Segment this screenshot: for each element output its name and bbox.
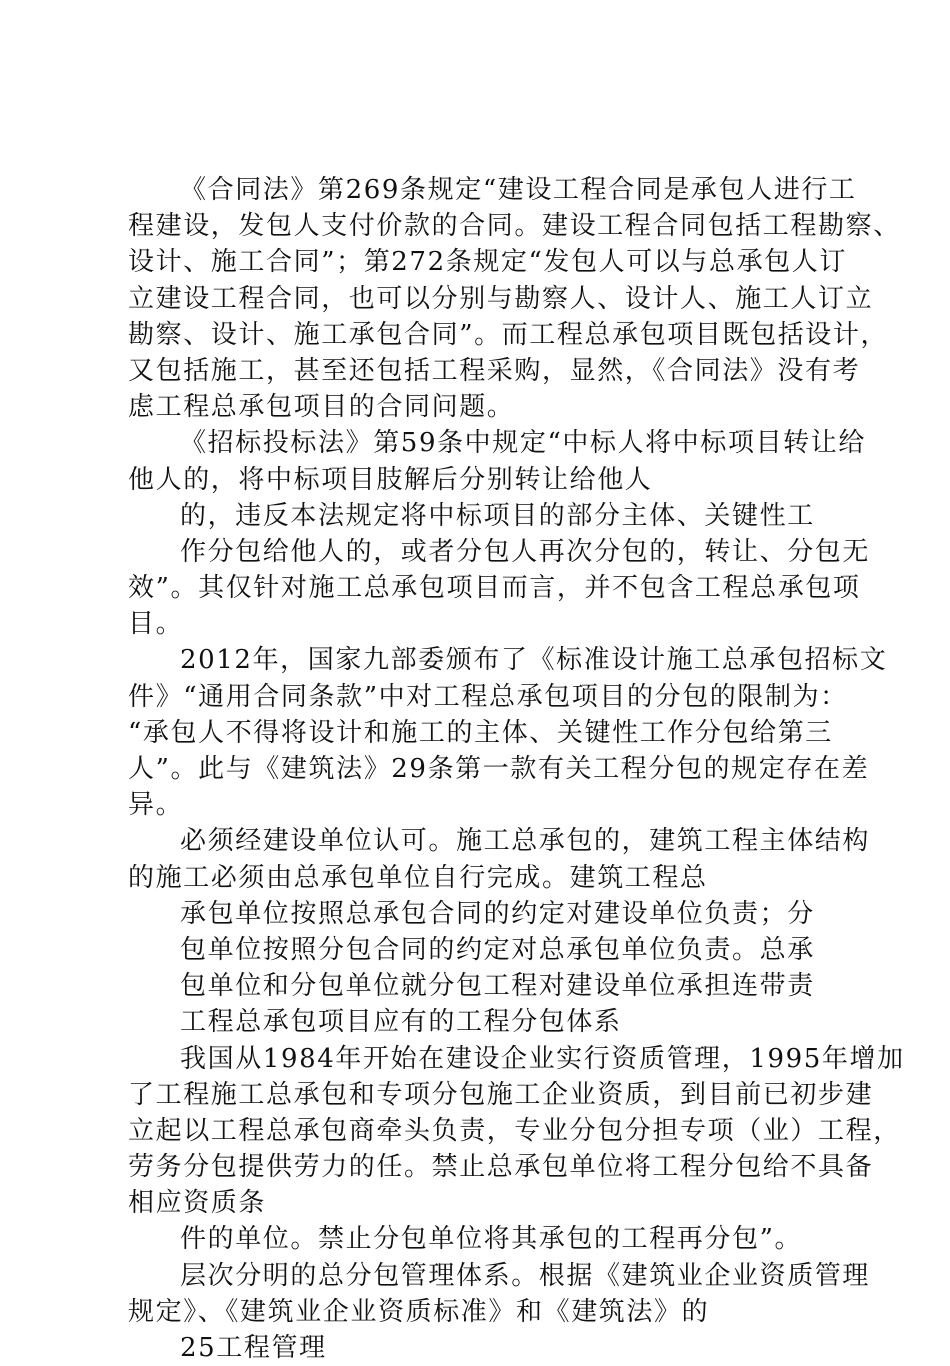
text-line: 25工程管理 — [180, 1333, 327, 1363]
text-line: 立建设工程合同，也可以分别与勘察人、设计人、施工人订立 — [128, 283, 874, 314]
text-line: 的，违反本法规定将中标项目的部分主体、关键性工 — [180, 500, 815, 531]
text-line: 作分包给他人的，或者分包人再次分包的，转让、分包无 — [180, 536, 871, 567]
text-line: 目。 — [128, 609, 184, 640]
text-line: “承包人不得将设计和施工的主体、关键性工作分包给第三 — [128, 717, 833, 748]
text-line: 虑工程总承包项目的合同问题。 — [128, 392, 515, 423]
text-line: 勘察、设计、施工承包合同”。而工程总承包项目既包括设计， — [128, 319, 889, 350]
text-line: 《合同法》第269条规定“建设工程合同是承包人进行工 — [180, 175, 857, 205]
text-line: 劳务分包提供劳力的任。禁止总承包单位将工程分包给不具备 — [128, 1152, 874, 1183]
text-line: 了工程施工总承包和专项分包施工企业资质，到目前已初步建 — [128, 1079, 874, 1110]
text-line: 人”。此与《建筑法》29条第一款有关工程分包的规定存在差 — [128, 754, 870, 784]
text-line: 的施工必须由总承包单位自行完成。建筑工程总 — [128, 862, 708, 893]
text-line: 异。 — [128, 790, 184, 821]
text-line: 相应资质条 — [128, 1188, 267, 1219]
text-line: 包单位按照分包合同的约定对总承包单位负责。总承 — [180, 934, 815, 965]
text-line: 承包单位按照总承包合同的约定对建设单位负责；分 — [180, 898, 815, 929]
text-line: 又包括施工，甚至还包括工程采购，显然，《合同法》没有考 — [128, 355, 861, 386]
text-line: 我国从1984年开始在建设企业实行资质管理，1995年增加 — [180, 1043, 905, 1074]
text-line: 2012年，国家九部委颁布了《标准设计施工总承包招标文 — [180, 645, 888, 676]
text-line: 件的单位。禁止分包单位将其承包的工程再分包”。 — [180, 1224, 803, 1255]
text-line: 《招标投标法》第59条中规定“中标人将中标项目转让给 — [180, 428, 866, 459]
text-line: 他人的，将中标项目肢解后分别转让给他人 — [128, 464, 653, 495]
text-line: 层次分明的总分包管理体系。根据《建筑业企业资质管理 — [180, 1260, 871, 1291]
document-body — [128, 172, 905, 1366]
text-line: 立起以工程总承包商牵头负责，专业分包分担专项（业）工程， — [128, 1115, 901, 1146]
text-line: 必须经建设单位认可。施工总承包的，建筑工程主体结构 — [180, 826, 871, 857]
text-line: 工程总承包项目应有的工程分包体系 — [180, 1007, 622, 1038]
text-line: 包单位和分包单位就分包工程对建设单位承担连带责 — [180, 971, 815, 1002]
text-line: 程建设，发包人支付价款的合同。建设工程合同包括工程勘察、 — [128, 211, 901, 242]
text-line: 件》“通用合同条款”中对工程总承包项目的分包的限制为： — [128, 681, 848, 712]
text-line: 效”。其仅针对施工总承包项目而言，并不包含工程总承包项 — [128, 573, 861, 604]
text-line: 规定》、《建筑业企业资质标准》和《建筑法》的 — [128, 1296, 710, 1327]
text-line: 设计、施工合同”；第272条规定“发包人可以与总承包人订 — [128, 247, 848, 278]
